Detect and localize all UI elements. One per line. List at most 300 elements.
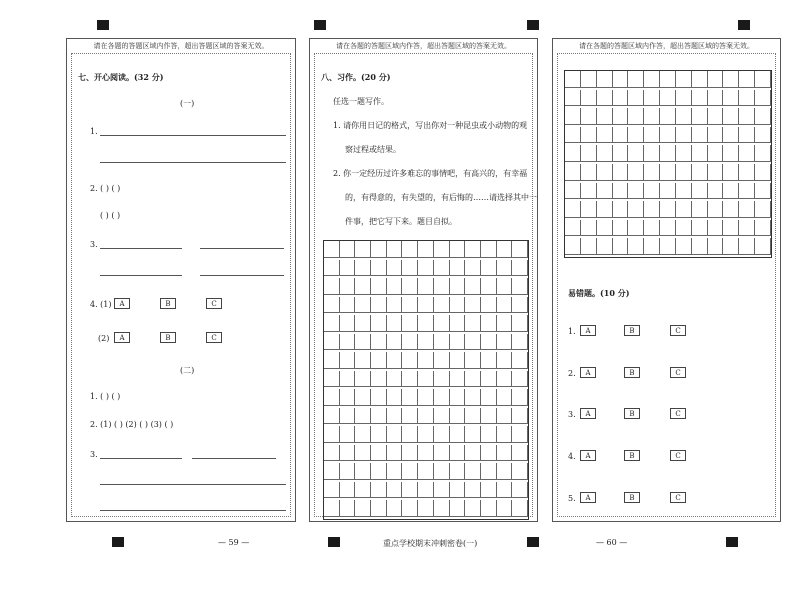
- grid-cell[interactable]: [628, 71, 644, 88]
- grid-cell[interactable]: [324, 260, 340, 277]
- grid-cell[interactable]: [739, 164, 755, 181]
- grid-cell[interactable]: [581, 108, 597, 125]
- grid-cell[interactable]: [497, 500, 513, 517]
- grid-cell[interactable]: [355, 482, 371, 499]
- grid-cell[interactable]: [402, 408, 418, 425]
- grid-cell[interactable]: [434, 445, 450, 462]
- grid-cell[interactable]: [402, 500, 418, 517]
- grid-cell[interactable]: [660, 90, 676, 107]
- grid-cell[interactable]: [434, 260, 450, 277]
- grid-cell[interactable]: [512, 315, 528, 332]
- grid-cell[interactable]: [512, 371, 528, 388]
- grid-cell[interactable]: [402, 426, 418, 443]
- grid-cell[interactable]: [692, 90, 708, 107]
- grid-cell[interactable]: [708, 145, 724, 162]
- grid-cell[interactable]: [676, 201, 692, 218]
- choice-b[interactable]: B: [160, 298, 176, 309]
- grid-cell[interactable]: [402, 260, 418, 277]
- grid-cell[interactable]: [481, 389, 497, 406]
- grid-cell[interactable]: [450, 241, 466, 258]
- grid-cell[interactable]: [613, 108, 629, 125]
- grid-cell[interactable]: [355, 352, 371, 369]
- grid-cell[interactable]: [324, 278, 340, 295]
- grid-cell[interactable]: [324, 352, 340, 369]
- grid-cell[interactable]: [355, 389, 371, 406]
- grid-cell[interactable]: [613, 201, 629, 218]
- grid-cell[interactable]: [481, 426, 497, 443]
- grid-cell[interactable]: [481, 334, 497, 351]
- grid-cell[interactable]: [355, 371, 371, 388]
- grid-cell[interactable]: [512, 426, 528, 443]
- grid-cell[interactable]: [755, 164, 771, 181]
- grid-cell[interactable]: [755, 183, 771, 200]
- grid-cell[interactable]: [739, 238, 755, 255]
- grid-cell[interactable]: [565, 220, 581, 237]
- answer-line[interactable]: [200, 248, 284, 249]
- grid-cell[interactable]: [644, 238, 660, 255]
- grid-cell[interactable]: [692, 145, 708, 162]
- grid-cell[interactable]: [402, 371, 418, 388]
- grid-cell[interactable]: [371, 334, 387, 351]
- grid-cell[interactable]: [402, 241, 418, 258]
- grid-cell[interactable]: [644, 108, 660, 125]
- grid-cell[interactable]: [355, 334, 371, 351]
- grid-cell[interactable]: [355, 426, 371, 443]
- grid-cell[interactable]: [340, 278, 356, 295]
- grid-cell[interactable]: [692, 201, 708, 218]
- grid-cell[interactable]: [418, 241, 434, 258]
- grid-cell[interactable]: [512, 500, 528, 517]
- grid-cell[interactable]: [465, 463, 481, 480]
- grid-cell[interactable]: [628, 145, 644, 162]
- grid-cell[interactable]: [481, 482, 497, 499]
- grid-cell[interactable]: [708, 127, 724, 144]
- grid-cell[interactable]: [402, 315, 418, 332]
- grid-cell[interactable]: [387, 500, 403, 517]
- grid-cell[interactable]: [355, 445, 371, 462]
- grid-cell[interactable]: [628, 183, 644, 200]
- grid-cell[interactable]: [387, 463, 403, 480]
- grid-cell[interactable]: [434, 241, 450, 258]
- grid-cell[interactable]: [324, 463, 340, 480]
- grid-cell[interactable]: [465, 315, 481, 332]
- grid-cell[interactable]: [581, 164, 597, 181]
- grid-cell[interactable]: [340, 482, 356, 499]
- grid-cell[interactable]: [497, 463, 513, 480]
- grid-cell[interactable]: [481, 315, 497, 332]
- grid-cell[interactable]: [434, 426, 450, 443]
- grid-cell[interactable]: [497, 371, 513, 388]
- choice-a[interactable]: A: [580, 408, 596, 419]
- grid-cell[interactable]: [692, 220, 708, 237]
- grid-cell[interactable]: [481, 352, 497, 369]
- grid-cell[interactable]: [565, 90, 581, 107]
- grid-cell[interactable]: [434, 500, 450, 517]
- grid-cell[interactable]: [708, 238, 724, 255]
- choice-b[interactable]: B: [624, 367, 640, 378]
- grid-cell[interactable]: [628, 164, 644, 181]
- grid-cell[interactable]: [387, 445, 403, 462]
- grid-cell[interactable]: [434, 371, 450, 388]
- grid-cell[interactable]: [340, 408, 356, 425]
- choice-c[interactable]: C: [206, 332, 222, 343]
- grid-cell[interactable]: [402, 445, 418, 462]
- answer-line[interactable]: [100, 458, 182, 459]
- choice-b[interactable]: B: [160, 332, 176, 343]
- answer-line[interactable]: [100, 484, 286, 485]
- grid-cell[interactable]: [355, 500, 371, 517]
- grid-cell[interactable]: [512, 334, 528, 351]
- grid-cell[interactable]: [512, 260, 528, 277]
- grid-cell[interactable]: [371, 445, 387, 462]
- grid-cell[interactable]: [676, 238, 692, 255]
- choice-b[interactable]: B: [624, 450, 640, 461]
- grid-cell[interactable]: [465, 278, 481, 295]
- choice-c[interactable]: C: [670, 450, 686, 461]
- grid-cell[interactable]: [723, 90, 739, 107]
- grid-cell[interactable]: [660, 238, 676, 255]
- grid-cell[interactable]: [708, 108, 724, 125]
- grid-cell[interactable]: [723, 145, 739, 162]
- grid-cell[interactable]: [644, 201, 660, 218]
- grid-cell[interactable]: [465, 297, 481, 314]
- grid-cell[interactable]: [723, 164, 739, 181]
- grid-cell[interactable]: [450, 408, 466, 425]
- answer-line[interactable]: [100, 510, 286, 511]
- grid-cell[interactable]: [418, 463, 434, 480]
- choice-c[interactable]: C: [670, 408, 686, 419]
- grid-cell[interactable]: [613, 238, 629, 255]
- grid-cell[interactable]: [355, 241, 371, 258]
- grid-cell[interactable]: [481, 445, 497, 462]
- grid-cell[interactable]: [418, 426, 434, 443]
- choice-b[interactable]: B: [624, 408, 640, 419]
- grid-cell[interactable]: [497, 297, 513, 314]
- choice-c[interactable]: C: [670, 492, 686, 503]
- answer-line[interactable]: [192, 458, 276, 459]
- grid-cell[interactable]: [660, 71, 676, 88]
- grid-cell[interactable]: [465, 445, 481, 462]
- grid-cell[interactable]: [581, 220, 597, 237]
- grid-cell[interactable]: [597, 71, 613, 88]
- grid-cell[interactable]: [739, 145, 755, 162]
- grid-cell[interactable]: [628, 90, 644, 107]
- grid-cell[interactable]: [387, 297, 403, 314]
- choice-a[interactable]: A: [580, 325, 596, 336]
- grid-cell[interactable]: [371, 500, 387, 517]
- grid-cell[interactable]: [581, 90, 597, 107]
- grid-cell[interactable]: [418, 352, 434, 369]
- grid-cell[interactable]: [450, 426, 466, 443]
- grid-cell[interactable]: [644, 145, 660, 162]
- grid-cell[interactable]: [565, 108, 581, 125]
- grid-cell[interactable]: [628, 238, 644, 255]
- grid-cell[interactable]: [371, 463, 387, 480]
- grid-cell[interactable]: [755, 201, 771, 218]
- grid-cell[interactable]: [739, 183, 755, 200]
- grid-cell[interactable]: [465, 389, 481, 406]
- grid-cell[interactable]: [497, 334, 513, 351]
- grid-cell[interactable]: [676, 164, 692, 181]
- grid-cell[interactable]: [324, 315, 340, 332]
- grid-cell[interactable]: [402, 334, 418, 351]
- grid-cell[interactable]: [324, 426, 340, 443]
- choice-c[interactable]: C: [670, 367, 686, 378]
- grid-cell[interactable]: [450, 371, 466, 388]
- choice-b[interactable]: B: [624, 492, 640, 503]
- grid-cell[interactable]: [324, 371, 340, 388]
- grid-cell[interactable]: [355, 463, 371, 480]
- grid-cell[interactable]: [418, 334, 434, 351]
- grid-cell[interactable]: [355, 315, 371, 332]
- grid-cell[interactable]: [371, 371, 387, 388]
- grid-cell[interactable]: [613, 90, 629, 107]
- grid-cell[interactable]: [434, 297, 450, 314]
- grid-cell[interactable]: [497, 445, 513, 462]
- grid-cell[interactable]: [387, 352, 403, 369]
- grid-cell[interactable]: [581, 145, 597, 162]
- grid-cell[interactable]: [371, 278, 387, 295]
- grid-cell[interactable]: [465, 334, 481, 351]
- grid-cell[interactable]: [581, 201, 597, 218]
- grid-cell[interactable]: [512, 389, 528, 406]
- grid-cell[interactable]: [402, 352, 418, 369]
- grid-cell[interactable]: [387, 278, 403, 295]
- grid-cell[interactable]: [371, 408, 387, 425]
- grid-cell[interactable]: [660, 183, 676, 200]
- grid-cell[interactable]: [723, 220, 739, 237]
- grid-cell[interactable]: [340, 241, 356, 258]
- grid-cell[interactable]: [676, 108, 692, 125]
- grid-cell[interactable]: [324, 500, 340, 517]
- grid-cell[interactable]: [418, 500, 434, 517]
- grid-cell[interactable]: [402, 297, 418, 314]
- grid-cell[interactable]: [450, 482, 466, 499]
- grid-cell[interactable]: [565, 71, 581, 88]
- grid-cell[interactable]: [402, 389, 418, 406]
- grid-cell[interactable]: [497, 482, 513, 499]
- grid-cell[interactable]: [676, 183, 692, 200]
- grid-cell[interactable]: [565, 145, 581, 162]
- grid-cell[interactable]: [512, 241, 528, 258]
- grid-cell[interactable]: [387, 482, 403, 499]
- grid-cell[interactable]: [434, 352, 450, 369]
- grid-cell[interactable]: [565, 164, 581, 181]
- grid-cell[interactable]: [324, 482, 340, 499]
- grid-cell[interactable]: [497, 426, 513, 443]
- grid-cell[interactable]: [418, 408, 434, 425]
- grid-cell[interactable]: [565, 127, 581, 144]
- grid-cell[interactable]: [692, 183, 708, 200]
- grid-cell[interactable]: [739, 220, 755, 237]
- choice-c[interactable]: C: [206, 298, 222, 309]
- choice-a[interactable]: A: [580, 367, 596, 378]
- grid-cell[interactable]: [371, 426, 387, 443]
- grid-cell[interactable]: [418, 482, 434, 499]
- grid-cell[interactable]: [565, 238, 581, 255]
- grid-cell[interactable]: [497, 315, 513, 332]
- grid-cell[interactable]: [481, 260, 497, 277]
- grid-cell[interactable]: [371, 315, 387, 332]
- grid-cell[interactable]: [660, 127, 676, 144]
- grid-cell[interactable]: [644, 183, 660, 200]
- grid-cell[interactable]: [708, 164, 724, 181]
- grid-cell[interactable]: [708, 201, 724, 218]
- grid-cell[interactable]: [371, 241, 387, 258]
- grid-cell[interactable]: [739, 90, 755, 107]
- grid-cell[interactable]: [597, 201, 613, 218]
- grid-cell[interactable]: [723, 201, 739, 218]
- grid-cell[interactable]: [340, 463, 356, 480]
- grid-cell[interactable]: [497, 408, 513, 425]
- grid-cell[interactable]: [418, 389, 434, 406]
- answer-line[interactable]: [100, 275, 182, 276]
- grid-cell[interactable]: [371, 389, 387, 406]
- grid-cell[interactable]: [450, 463, 466, 480]
- grid-cell[interactable]: [723, 127, 739, 144]
- grid-cell[interactable]: [340, 445, 356, 462]
- grid-cell[interactable]: [597, 90, 613, 107]
- grid-cell[interactable]: [371, 352, 387, 369]
- choice-a[interactable]: A: [114, 332, 130, 343]
- grid-cell[interactable]: [755, 127, 771, 144]
- grid-cell[interactable]: [597, 183, 613, 200]
- answer-line[interactable]: [100, 135, 286, 136]
- grid-cell[interactable]: [450, 315, 466, 332]
- grid-cell[interactable]: [597, 220, 613, 237]
- grid-cell[interactable]: [723, 108, 739, 125]
- grid-cell[interactable]: [340, 334, 356, 351]
- choice-a[interactable]: A: [114, 298, 130, 309]
- grid-cell[interactable]: [387, 334, 403, 351]
- grid-cell[interactable]: [402, 278, 418, 295]
- grid-cell[interactable]: [755, 238, 771, 255]
- grid-cell[interactable]: [512, 297, 528, 314]
- grid-cell[interactable]: [434, 482, 450, 499]
- grid-cell[interactable]: [450, 500, 466, 517]
- grid-cell[interactable]: [597, 145, 613, 162]
- grid-cell[interactable]: [613, 220, 629, 237]
- grid-cell[interactable]: [481, 278, 497, 295]
- grid-cell[interactable]: [613, 71, 629, 88]
- grid-cell[interactable]: [597, 108, 613, 125]
- composition-grid[interactable]: [323, 240, 529, 520]
- grid-cell[interactable]: [465, 260, 481, 277]
- grid-cell[interactable]: [355, 297, 371, 314]
- grid-cell[interactable]: [597, 127, 613, 144]
- grid-cell[interactable]: [465, 241, 481, 258]
- grid-cell[interactable]: [340, 371, 356, 388]
- grid-cell[interactable]: [387, 389, 403, 406]
- composition-grid-continued[interactable]: [564, 70, 772, 258]
- grid-cell[interactable]: [739, 108, 755, 125]
- grid-cell[interactable]: [434, 334, 450, 351]
- grid-cell[interactable]: [660, 164, 676, 181]
- grid-cell[interactable]: [692, 108, 708, 125]
- grid-cell[interactable]: [497, 260, 513, 277]
- grid-cell[interactable]: [723, 71, 739, 88]
- grid-cell[interactable]: [755, 145, 771, 162]
- grid-cell[interactable]: [723, 238, 739, 255]
- grid-cell[interactable]: [755, 108, 771, 125]
- grid-cell[interactable]: [418, 260, 434, 277]
- grid-cell[interactable]: [355, 278, 371, 295]
- grid-cell[interactable]: [481, 241, 497, 258]
- grid-cell[interactable]: [324, 389, 340, 406]
- grid-cell[interactable]: [434, 463, 450, 480]
- grid-cell[interactable]: [644, 71, 660, 88]
- grid-cell[interactable]: [355, 408, 371, 425]
- grid-cell[interactable]: [340, 352, 356, 369]
- grid-cell[interactable]: [371, 260, 387, 277]
- grid-cell[interactable]: [739, 71, 755, 88]
- grid-cell[interactable]: [628, 201, 644, 218]
- grid-cell[interactable]: [387, 371, 403, 388]
- answer-line[interactable]: [100, 248, 182, 249]
- grid-cell[interactable]: [340, 426, 356, 443]
- grid-cell[interactable]: [324, 241, 340, 258]
- grid-cell[interactable]: [371, 482, 387, 499]
- grid-cell[interactable]: [512, 482, 528, 499]
- grid-cell[interactable]: [692, 238, 708, 255]
- grid-cell[interactable]: [692, 71, 708, 88]
- grid-cell[interactable]: [613, 127, 629, 144]
- grid-cell[interactable]: [450, 297, 466, 314]
- grid-cell[interactable]: [739, 201, 755, 218]
- grid-cell[interactable]: [644, 164, 660, 181]
- grid-cell[interactable]: [512, 278, 528, 295]
- grid-cell[interactable]: [708, 220, 724, 237]
- grid-cell[interactable]: [418, 445, 434, 462]
- grid-cell[interactable]: [660, 108, 676, 125]
- grid-cell[interactable]: [387, 260, 403, 277]
- grid-cell[interactable]: [581, 71, 597, 88]
- grid-cell[interactable]: [324, 297, 340, 314]
- grid-cell[interactable]: [450, 260, 466, 277]
- grid-cell[interactable]: [418, 297, 434, 314]
- grid-cell[interactable]: [708, 90, 724, 107]
- choice-a[interactable]: A: [580, 450, 596, 461]
- grid-cell[interactable]: [755, 220, 771, 237]
- grid-cell[interactable]: [387, 426, 403, 443]
- grid-cell[interactable]: [581, 127, 597, 144]
- grid-cell[interactable]: [481, 463, 497, 480]
- grid-cell[interactable]: [387, 408, 403, 425]
- grid-cell[interactable]: [755, 71, 771, 88]
- grid-cell[interactable]: [613, 164, 629, 181]
- grid-cell[interactable]: [450, 334, 466, 351]
- choice-c[interactable]: C: [670, 325, 686, 336]
- grid-cell[interactable]: [497, 352, 513, 369]
- grid-cell[interactable]: [644, 127, 660, 144]
- grid-cell[interactable]: [676, 90, 692, 107]
- grid-cell[interactable]: [660, 145, 676, 162]
- grid-cell[interactable]: [708, 71, 724, 88]
- grid-cell[interactable]: [340, 315, 356, 332]
- grid-cell[interactable]: [628, 108, 644, 125]
- grid-cell[interactable]: [387, 241, 403, 258]
- grid-cell[interactable]: [613, 183, 629, 200]
- grid-cell[interactable]: [402, 463, 418, 480]
- grid-cell[interactable]: [597, 238, 613, 255]
- grid-cell[interactable]: [512, 445, 528, 462]
- grid-cell[interactable]: [418, 278, 434, 295]
- grid-cell[interactable]: [512, 408, 528, 425]
- grid-cell[interactable]: [450, 278, 466, 295]
- choice-a[interactable]: A: [580, 492, 596, 503]
- grid-cell[interactable]: [450, 445, 466, 462]
- grid-cell[interactable]: [402, 482, 418, 499]
